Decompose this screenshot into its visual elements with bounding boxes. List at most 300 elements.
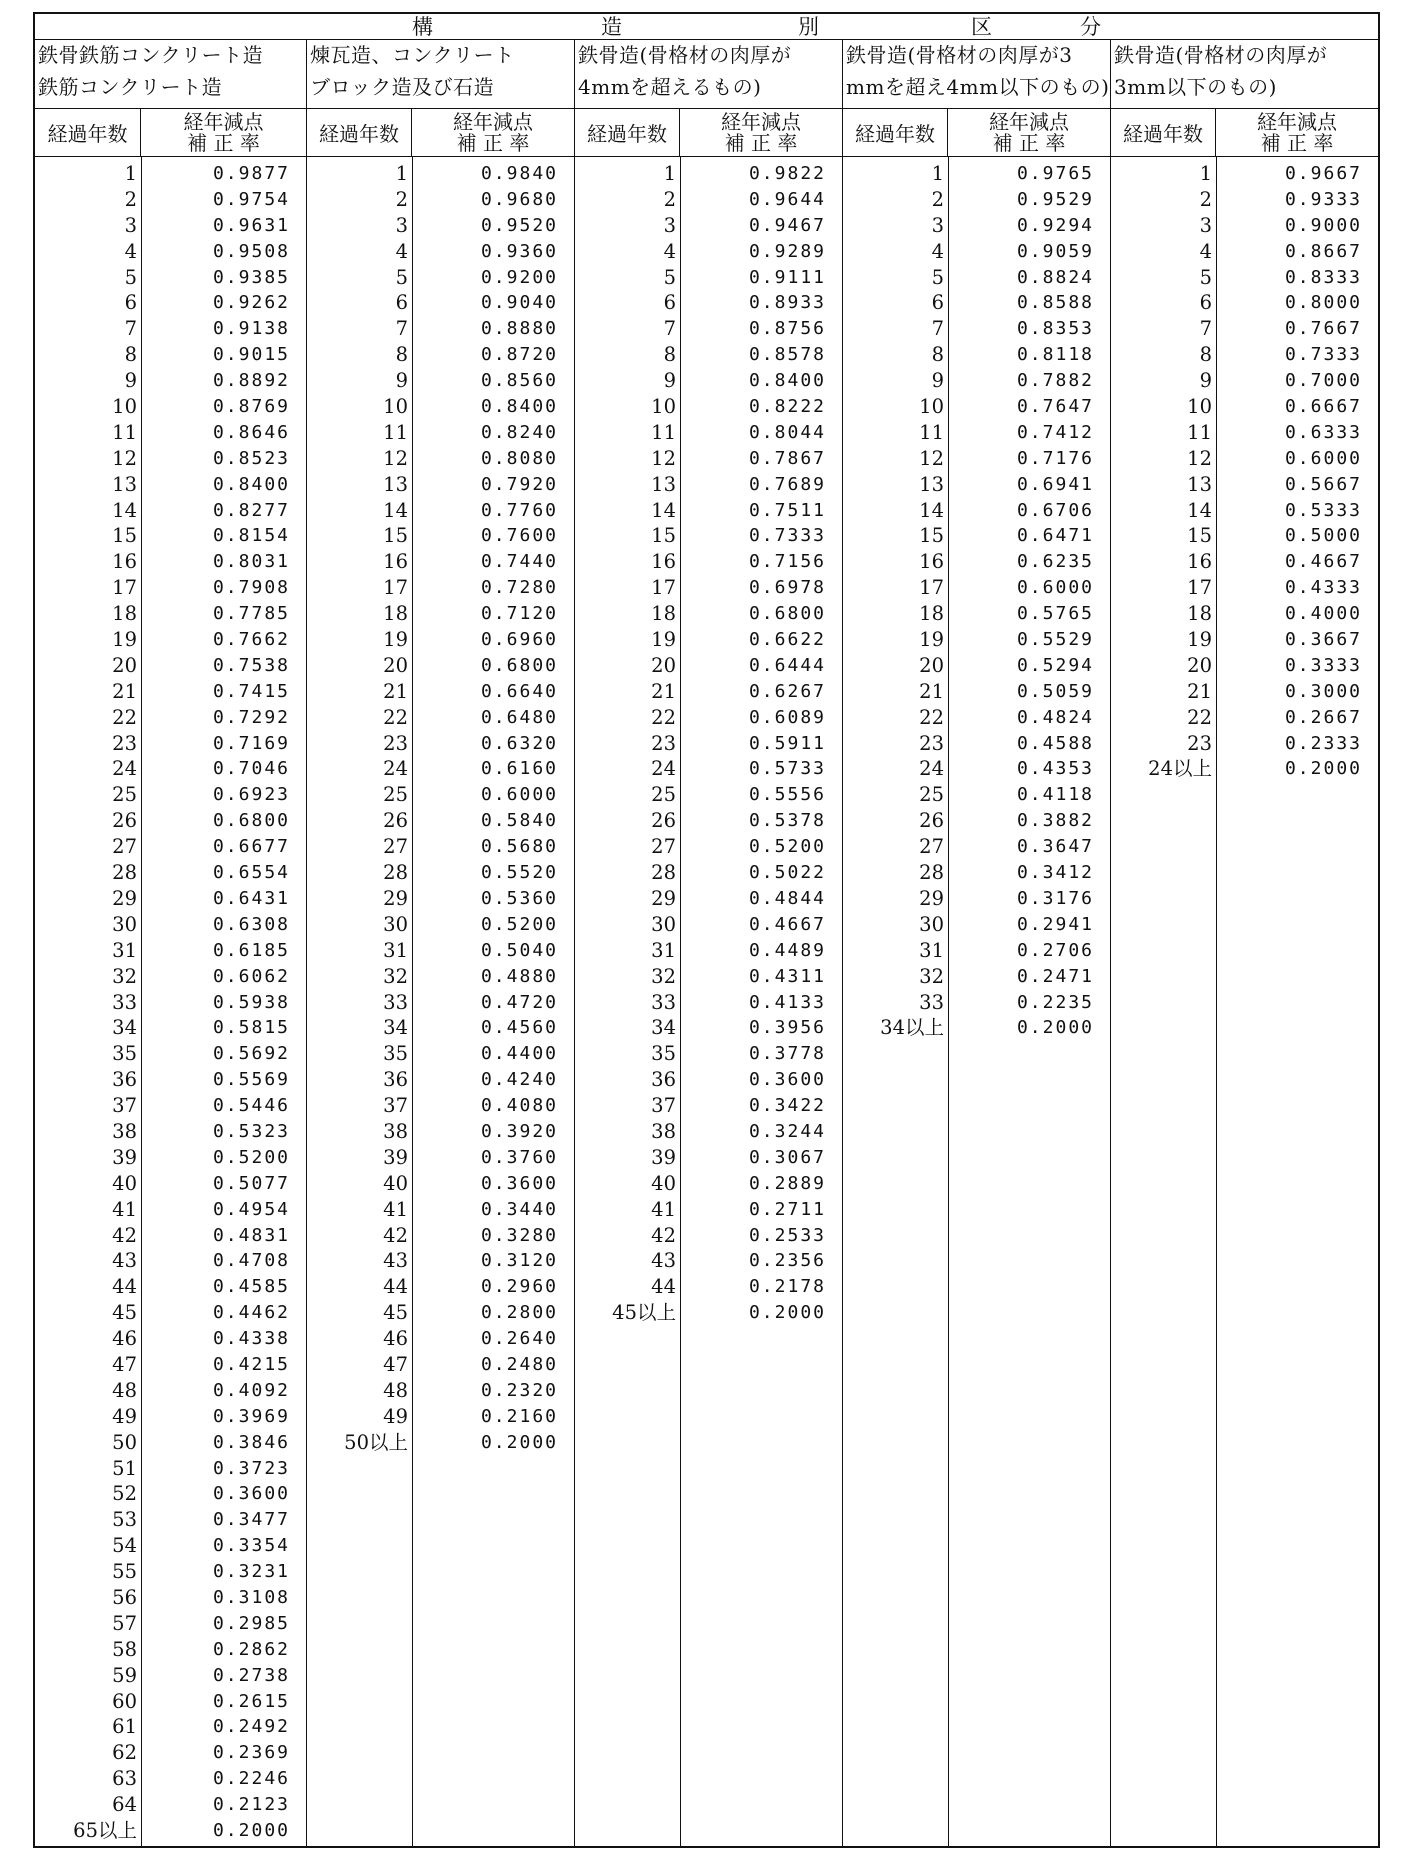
table-row bbox=[35, 161, 306, 187]
table-row bbox=[575, 834, 842, 860]
elapsed-years-cell: 47 bbox=[112, 1352, 137, 1376]
rate-header-line2: 補 正 率 bbox=[456, 130, 530, 155]
rate-cell: 0.5569 bbox=[212, 1069, 290, 1091]
elapsed-years-cell: 35 bbox=[112, 1042, 137, 1066]
elapsed-years-cell: 38 bbox=[383, 1119, 408, 1143]
elapsed-years-cell: 39 bbox=[112, 1145, 137, 1169]
table-row bbox=[35, 1430, 306, 1456]
elapsed-years-cell: 4 bbox=[395, 239, 408, 263]
rate-cell: 0.2667 bbox=[1284, 706, 1362, 728]
elapsed-years-cell: 19 bbox=[112, 628, 137, 652]
structure-column bbox=[842, 40, 1110, 1846]
elapsed-years-cell: 9 bbox=[395, 369, 408, 393]
rate-cell: 0.9667 bbox=[1284, 163, 1362, 184]
elapsed-years-cell: 48 bbox=[112, 1378, 137, 1402]
rate-cell: 0.8756 bbox=[748, 318, 826, 340]
elapsed-years-cell: 2 bbox=[395, 187, 408, 211]
elapsed-years-cell: 19 bbox=[919, 628, 944, 652]
table-row bbox=[35, 1300, 306, 1326]
structure-type-line1: 鉄骨造(骨格材の肉厚が bbox=[1114, 43, 1328, 67]
table-row bbox=[1111, 187, 1378, 213]
rate-cell: 0.9680 bbox=[480, 188, 558, 210]
rate-cell: 0.2369 bbox=[212, 1742, 290, 1764]
table-row bbox=[35, 446, 306, 472]
elapsed-years-cell: 28 bbox=[383, 861, 408, 885]
rate-rows bbox=[1111, 161, 1378, 782]
rate-cell: 0.5680 bbox=[480, 836, 558, 858]
table-row bbox=[575, 886, 842, 912]
rate-header-line2: 補 正 率 bbox=[992, 130, 1066, 155]
table-row bbox=[307, 1352, 574, 1378]
rate-cell: 0.9529 bbox=[1016, 188, 1094, 210]
table-row bbox=[843, 265, 1110, 291]
table-row bbox=[575, 420, 842, 446]
rate-cell: 0.2000 bbox=[212, 1820, 290, 1841]
table-row bbox=[307, 290, 574, 316]
elapsed-years-cell: 17 bbox=[383, 576, 408, 600]
elapsed-years-cell: 39 bbox=[651, 1145, 676, 1169]
rate-cell: 0.5040 bbox=[480, 939, 558, 961]
table-row bbox=[575, 1067, 842, 1093]
elapsed-years-cell: 37 bbox=[383, 1094, 408, 1118]
table-row bbox=[843, 523, 1110, 549]
table-row bbox=[843, 239, 1110, 265]
elapsed-years-cell: 22 bbox=[651, 705, 676, 729]
table-row bbox=[843, 316, 1110, 342]
elapsed-years-cell: 53 bbox=[112, 1508, 137, 1532]
elapsed-years-cell: 10 bbox=[919, 395, 944, 419]
rate-cell: 0.9467 bbox=[748, 214, 826, 236]
table-row bbox=[35, 756, 306, 782]
structure-column bbox=[1110, 40, 1378, 1846]
table-row bbox=[35, 1093, 306, 1119]
table-row bbox=[35, 938, 306, 964]
table-row bbox=[307, 731, 574, 757]
elapsed-years-cell: 4 bbox=[124, 239, 137, 263]
rate-cell: 0.7046 bbox=[212, 758, 290, 780]
rate-cell: 0.4000 bbox=[1284, 603, 1362, 625]
rate-cell: 0.6622 bbox=[748, 629, 826, 651]
table-row bbox=[35, 1714, 306, 1740]
rate-cell: 0.3600 bbox=[748, 1069, 826, 1091]
rate-cell: 0.4824 bbox=[1016, 706, 1094, 728]
rate-cell: 0.2800 bbox=[480, 1302, 558, 1324]
table-row bbox=[843, 394, 1110, 420]
rate-cell: 0.2123 bbox=[212, 1794, 290, 1816]
rate-cell: 0.9138 bbox=[212, 318, 290, 340]
rate-cell: 0.8044 bbox=[748, 421, 826, 443]
rate-header-line2: 補 正 率 bbox=[1260, 130, 1334, 155]
rate-cell: 0.4338 bbox=[212, 1328, 290, 1350]
structure-type-line2: 3mm以下のもの) bbox=[1114, 75, 1277, 99]
rate-cell: 0.2941 bbox=[1016, 913, 1094, 935]
elapsed-years-cell: 24以上 bbox=[1148, 757, 1212, 781]
elapsed-years-cell: 12 bbox=[651, 446, 676, 470]
table-row bbox=[843, 756, 1110, 782]
rate-header-line2: 補 正 率 bbox=[724, 130, 798, 155]
rate-cell: 0.7689 bbox=[748, 473, 826, 495]
rate-cell: 0.4080 bbox=[480, 1095, 558, 1117]
table-row bbox=[307, 1223, 574, 1249]
elapsed-years-cell: 15 bbox=[651, 524, 676, 548]
table-row bbox=[1111, 368, 1378, 394]
table-row bbox=[843, 912, 1110, 938]
rate-cell: 0.3412 bbox=[1016, 862, 1094, 884]
elapsed-years-cell: 2 bbox=[931, 187, 944, 211]
elapsed-years-cell: 28 bbox=[919, 861, 944, 885]
table-row bbox=[307, 394, 574, 420]
table-row bbox=[575, 653, 842, 679]
rate-cell: 0.7280 bbox=[480, 577, 558, 599]
rate-cell: 0.2889 bbox=[748, 1172, 826, 1194]
rate-cell: 0.9059 bbox=[1016, 240, 1094, 262]
elapsed-years-cell: 12 bbox=[919, 446, 944, 470]
table-row bbox=[575, 1171, 842, 1197]
table-row bbox=[35, 1067, 306, 1093]
rate-cell: 0.6089 bbox=[748, 706, 826, 728]
rate-cell: 0.7538 bbox=[212, 654, 290, 676]
elapsed-years-cell: 6 bbox=[395, 291, 408, 315]
rate-cell: 0.6923 bbox=[212, 784, 290, 806]
elapsed-years-header: 経過年数 bbox=[843, 109, 948, 156]
structure-type-line2: mmを超え4mm以下のもの) bbox=[846, 75, 1110, 99]
table-row bbox=[575, 342, 842, 368]
rate-cell: 0.7120 bbox=[480, 603, 558, 625]
rate-cell: 0.3176 bbox=[1016, 887, 1094, 909]
rate-cell: 0.5692 bbox=[212, 1043, 290, 1065]
elapsed-years-cell: 27 bbox=[112, 835, 137, 859]
table-row bbox=[1111, 627, 1378, 653]
table-row bbox=[843, 705, 1110, 731]
elapsed-years-cell: 31 bbox=[112, 938, 137, 962]
rate-cell: 0.9840 bbox=[480, 163, 558, 184]
rate-cell: 0.9754 bbox=[212, 188, 290, 210]
rate-cell: 0.5059 bbox=[1016, 680, 1094, 702]
rate-cell: 0.5529 bbox=[1016, 629, 1094, 651]
rate-cell: 0.6000 bbox=[1016, 577, 1094, 599]
structure-column bbox=[35, 40, 306, 1846]
elapsed-years-cell: 44 bbox=[651, 1275, 676, 1299]
table-row bbox=[35, 1611, 306, 1637]
elapsed-years-cell: 15 bbox=[1187, 524, 1212, 548]
elapsed-years-cell: 5 bbox=[395, 265, 408, 289]
rate-cell: 0.6800 bbox=[748, 603, 826, 625]
table-row bbox=[575, 575, 842, 601]
rate-cell: 0.4489 bbox=[748, 939, 826, 961]
table-row bbox=[1111, 316, 1378, 342]
table-row bbox=[35, 1766, 306, 1792]
table-row bbox=[307, 705, 574, 731]
rate-cell: 0.8031 bbox=[212, 551, 290, 573]
elapsed-years-cell: 11 bbox=[383, 420, 408, 444]
table-row bbox=[307, 1093, 574, 1119]
rate-cell: 0.8720 bbox=[480, 344, 558, 366]
rate-cell: 0.2000 bbox=[748, 1302, 826, 1324]
table-row bbox=[575, 1015, 842, 1041]
elapsed-years-cell: 6 bbox=[1199, 291, 1212, 315]
rate-cell: 0.4588 bbox=[1016, 732, 1094, 754]
table-row bbox=[307, 342, 574, 368]
rate-cell: 0.4831 bbox=[212, 1224, 290, 1246]
elapsed-years-cell: 45 bbox=[383, 1301, 408, 1325]
elapsed-years-cell: 15 bbox=[112, 524, 137, 548]
elapsed-years-cell: 23 bbox=[112, 731, 137, 755]
table-row bbox=[575, 213, 842, 239]
table-row bbox=[575, 1274, 842, 1300]
elapsed-years-cell: 6 bbox=[931, 291, 944, 315]
table-row bbox=[35, 808, 306, 834]
elapsed-years-cell: 31 bbox=[383, 938, 408, 962]
elapsed-years-cell: 6 bbox=[124, 291, 137, 315]
rate-header-line1: 経年減点 bbox=[453, 109, 533, 134]
rate-cell: 0.7156 bbox=[748, 551, 826, 573]
table-row bbox=[307, 1171, 574, 1197]
rate-cell: 0.8353 bbox=[1016, 318, 1094, 340]
rate-cell: 0.8892 bbox=[212, 370, 290, 392]
elapsed-years-cell: 25 bbox=[383, 783, 408, 807]
table-row bbox=[575, 1041, 842, 1067]
elapsed-years-cell: 3 bbox=[1199, 213, 1212, 237]
elapsed-years-cell: 10 bbox=[1187, 395, 1212, 419]
rate-cell: 0.4118 bbox=[1016, 784, 1094, 806]
rate-cell: 0.7647 bbox=[1016, 396, 1094, 418]
elapsed-years-cell: 45 bbox=[112, 1301, 137, 1325]
structure-type-line2: 鉄筋コンクリート造 bbox=[38, 75, 223, 99]
table-row bbox=[843, 886, 1110, 912]
elapsed-years-cell: 30 bbox=[112, 912, 137, 936]
elapsed-years-cell: 46 bbox=[383, 1327, 408, 1351]
rate-cell: 0.5323 bbox=[212, 1120, 290, 1142]
elapsed-years-cell: 41 bbox=[112, 1197, 137, 1221]
table-row bbox=[575, 394, 842, 420]
table-row bbox=[843, 808, 1110, 834]
rate-header bbox=[948, 109, 1110, 156]
elapsed-years-cell: 8 bbox=[124, 343, 137, 367]
table-row bbox=[575, 731, 842, 757]
rate-cell: 0.5333 bbox=[1284, 499, 1362, 521]
table-row bbox=[307, 420, 574, 446]
elapsed-years-cell: 7 bbox=[1199, 317, 1212, 341]
elapsed-years-cell: 1 bbox=[663, 162, 676, 185]
rate-cell: 0.9385 bbox=[212, 266, 290, 288]
table-row bbox=[1111, 394, 1378, 420]
elapsed-years-cell: 65以上 bbox=[73, 1819, 137, 1842]
elapsed-years-cell: 23 bbox=[919, 731, 944, 755]
rate-cell: 0.2000 bbox=[1016, 1017, 1094, 1039]
elapsed-years-cell: 18 bbox=[383, 602, 408, 626]
elapsed-years-cell: 14 bbox=[1187, 498, 1212, 522]
rate-cell: 0.4708 bbox=[212, 1250, 290, 1272]
rate-cell: 0.3000 bbox=[1284, 680, 1362, 702]
rate-cell: 0.4215 bbox=[212, 1353, 290, 1375]
elapsed-years-cell: 56 bbox=[112, 1585, 137, 1609]
rate-cell: 0.7292 bbox=[212, 706, 290, 728]
table-row bbox=[35, 834, 306, 860]
rate-cell: 0.6800 bbox=[480, 654, 558, 676]
table-row bbox=[307, 653, 574, 679]
table-row bbox=[307, 316, 574, 342]
elapsed-years-cell: 20 bbox=[1187, 653, 1212, 677]
elapsed-years-cell: 28 bbox=[112, 861, 137, 885]
table-row bbox=[35, 239, 306, 265]
elapsed-years-cell: 63 bbox=[112, 1767, 137, 1791]
elapsed-years-cell: 12 bbox=[1187, 446, 1212, 470]
elapsed-years-cell: 46 bbox=[112, 1327, 137, 1351]
table-row bbox=[35, 472, 306, 498]
elapsed-years-cell: 54 bbox=[112, 1534, 137, 1558]
elapsed-years-cell: 41 bbox=[651, 1197, 676, 1221]
elapsed-years-cell: 33 bbox=[112, 990, 137, 1014]
rate-cell: 0.5765 bbox=[1016, 603, 1094, 625]
rate-cell: 0.6308 bbox=[212, 913, 290, 935]
rate-cell: 0.6235 bbox=[1016, 551, 1094, 573]
elapsed-years-cell: 17 bbox=[112, 576, 137, 600]
table-row bbox=[307, 782, 574, 808]
elapsed-years-cell: 18 bbox=[651, 602, 676, 626]
elapsed-years-cell: 58 bbox=[112, 1637, 137, 1661]
table-row bbox=[35, 1533, 306, 1559]
table-row bbox=[307, 679, 574, 705]
rate-cell: 0.2471 bbox=[1016, 965, 1094, 987]
table-row bbox=[35, 1197, 306, 1223]
elapsed-years-cell: 41 bbox=[383, 1197, 408, 1221]
rate-cell: 0.3440 bbox=[480, 1198, 558, 1220]
elapsed-years-cell: 48 bbox=[383, 1378, 408, 1402]
rate-cell: 0.3920 bbox=[480, 1120, 558, 1142]
rate-header-line1: 経年減点 bbox=[1257, 109, 1337, 134]
column-body bbox=[575, 157, 842, 1846]
elapsed-years-cell: 57 bbox=[112, 1611, 137, 1635]
elapsed-years-cell: 22 bbox=[112, 705, 137, 729]
rate-cell: 0.6706 bbox=[1016, 499, 1094, 521]
table-row bbox=[1111, 239, 1378, 265]
rate-header-line1: 経年減点 bbox=[183, 109, 264, 134]
rate-cell: 0.8646 bbox=[212, 421, 290, 443]
rate-cell: 0.5022 bbox=[748, 862, 826, 884]
rate-cell: 0.6267 bbox=[748, 680, 826, 702]
table-row bbox=[575, 938, 842, 964]
rate-cell: 0.6667 bbox=[1284, 396, 1362, 418]
elapsed-years-cell: 10 bbox=[383, 395, 408, 419]
rate-cell: 0.3667 bbox=[1284, 629, 1362, 651]
elapsed-years-cell: 31 bbox=[651, 938, 676, 962]
elapsed-years-header: 経過年数 bbox=[1111, 109, 1216, 156]
elapsed-years-cell: 51 bbox=[112, 1456, 137, 1480]
table-row bbox=[575, 290, 842, 316]
elapsed-years-cell: 11 bbox=[1187, 420, 1212, 444]
rate-cell: 0.9294 bbox=[1016, 214, 1094, 236]
elapsed-years-cell: 34 bbox=[651, 1016, 676, 1040]
table-row bbox=[843, 187, 1110, 213]
elapsed-years-cell: 40 bbox=[112, 1171, 137, 1195]
table-row bbox=[35, 575, 306, 601]
rate-cell: 0.4560 bbox=[480, 1017, 558, 1039]
elapsed-years-cell: 21 bbox=[919, 679, 944, 703]
rate-cell: 0.3760 bbox=[480, 1146, 558, 1168]
table-row bbox=[307, 1326, 574, 1352]
elapsed-years-cell: 23 bbox=[1187, 731, 1212, 755]
rate-cell: 0.7000 bbox=[1284, 370, 1362, 392]
table-row bbox=[843, 627, 1110, 653]
table-row bbox=[843, 990, 1110, 1016]
table-row bbox=[35, 368, 306, 394]
table-row bbox=[575, 1197, 842, 1223]
rate-cell: 0.6640 bbox=[480, 680, 558, 702]
rate-cell: 0.7169 bbox=[212, 732, 290, 754]
rate-cell: 0.2711 bbox=[748, 1198, 826, 1220]
elapsed-years-cell: 62 bbox=[112, 1741, 137, 1765]
table-row bbox=[575, 446, 842, 472]
table-row bbox=[307, 601, 574, 627]
rate-cell: 0.5733 bbox=[748, 758, 826, 780]
rate-cell: 0.9111 bbox=[748, 266, 826, 288]
table-row bbox=[307, 187, 574, 213]
elapsed-years-cell: 30 bbox=[651, 912, 676, 936]
table-row bbox=[843, 472, 1110, 498]
table-row bbox=[307, 1300, 574, 1326]
table-row bbox=[575, 1223, 842, 1249]
elapsed-years-cell: 2 bbox=[124, 187, 137, 211]
elapsed-years-cell: 32 bbox=[651, 964, 676, 988]
rate-cell: 0.2333 bbox=[1284, 732, 1362, 754]
table-row bbox=[35, 1404, 306, 1430]
rate-cell: 0.6554 bbox=[212, 862, 290, 884]
elapsed-years-header: 経過年数 bbox=[575, 109, 680, 156]
elapsed-years-cell: 28 bbox=[651, 861, 676, 885]
rate-cell: 0.5911 bbox=[748, 732, 826, 754]
table-row bbox=[35, 1223, 306, 1249]
rate-cell: 0.9289 bbox=[748, 240, 826, 262]
elapsed-years-cell: 32 bbox=[112, 964, 137, 988]
table-row bbox=[1111, 265, 1378, 291]
table-row bbox=[35, 498, 306, 524]
table-row bbox=[35, 731, 306, 757]
table-row bbox=[575, 161, 842, 187]
elapsed-years-cell: 38 bbox=[651, 1119, 676, 1143]
elapsed-years-cell: 16 bbox=[1187, 550, 1212, 574]
rate-cell: 0.4880 bbox=[480, 965, 558, 987]
table-row bbox=[307, 1041, 574, 1067]
table-row bbox=[307, 523, 574, 549]
elapsed-years-cell: 8 bbox=[663, 343, 676, 367]
table-row bbox=[843, 731, 1110, 757]
rate-cell: 0.8769 bbox=[212, 396, 290, 418]
table-row bbox=[1111, 575, 1378, 601]
rate-cell: 0.9200 bbox=[480, 266, 558, 288]
rate-cell: 0.3354 bbox=[212, 1535, 290, 1557]
rate-cell: 0.3882 bbox=[1016, 810, 1094, 832]
column-subheader bbox=[575, 109, 842, 157]
rate-cell: 0.6000 bbox=[1284, 447, 1362, 469]
rate-cell: 0.6160 bbox=[480, 758, 558, 780]
rate-cell: 0.5815 bbox=[212, 1017, 290, 1039]
elapsed-years-cell: 8 bbox=[395, 343, 408, 367]
table-row bbox=[843, 834, 1110, 860]
structure-type-line1: 鉄骨造(骨格材の肉厚が bbox=[578, 43, 792, 67]
rate-cell: 0.8240 bbox=[480, 421, 558, 443]
rate-cell: 0.2000 bbox=[480, 1431, 558, 1453]
elapsed-years-cell: 40 bbox=[651, 1171, 676, 1195]
elapsed-years-cell: 38 bbox=[112, 1119, 137, 1143]
rate-cell: 0.5446 bbox=[212, 1095, 290, 1117]
table-row bbox=[843, 446, 1110, 472]
elapsed-years-cell: 49 bbox=[383, 1404, 408, 1428]
elapsed-years-cell: 13 bbox=[1187, 472, 1212, 496]
table-row bbox=[35, 1326, 306, 1352]
elapsed-years-cell: 61 bbox=[112, 1715, 137, 1739]
table-row bbox=[35, 679, 306, 705]
column-body bbox=[35, 157, 306, 1846]
